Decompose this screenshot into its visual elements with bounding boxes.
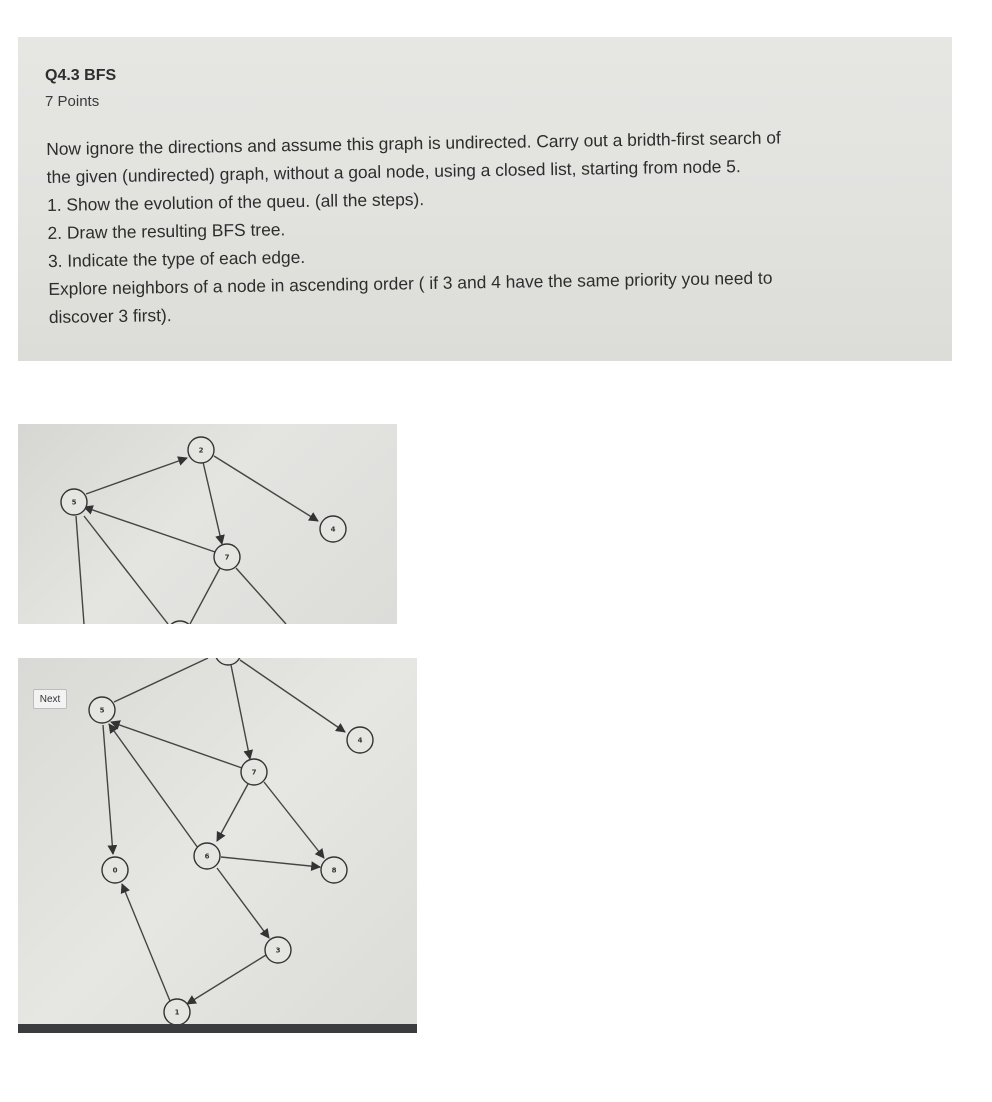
node-7	[214, 544, 240, 570]
node-5	[89, 697, 115, 723]
node-6	[194, 843, 220, 869]
edge-7-6	[217, 784, 248, 841]
node-4	[347, 727, 373, 753]
node-4	[320, 516, 346, 542]
question-line: discover 3 first).	[48, 305, 172, 327]
node-label: 7	[251, 768, 257, 777]
edge-2-7	[203, 462, 222, 544]
node-7	[241, 759, 267, 785]
edge-5-0	[76, 516, 84, 624]
node-label: 8	[331, 866, 337, 875]
question-line: 2. Draw the resulting BFS tree.	[47, 219, 286, 243]
node-label: 4	[330, 525, 336, 534]
question-title: Q4.3 BFS	[45, 67, 117, 84]
node-label: 1	[174, 1008, 180, 1017]
edge-2-4	[240, 660, 345, 732]
question-line: 3. Indicate the type of each edge.	[47, 246, 306, 271]
node-label: 2	[198, 446, 204, 455]
node-2-partial	[215, 658, 241, 665]
node-label: 4	[357, 736, 363, 745]
node-0	[102, 857, 128, 883]
node-2	[188, 437, 214, 463]
question-body	[46, 121, 919, 331]
edge-7-8	[236, 568, 286, 624]
node-1	[164, 999, 190, 1025]
edge-5-2	[86, 458, 187, 494]
node-label: 5	[71, 498, 77, 507]
node-8	[321, 857, 347, 883]
edge-6-5	[109, 724, 198, 848]
question-line: Explore neighbors of a node in ascending order ( if 3 and 4 have the same priority you need to	[48, 267, 773, 299]
node-label: 0	[112, 866, 118, 875]
node-label: 6	[204, 852, 210, 861]
question-line: the given (undirected) graph, without a goal node, using a closed list, starting from node 5.	[46, 156, 741, 187]
node-6-partial	[167, 621, 193, 624]
edge-7-8	[264, 782, 324, 858]
edge-7-6	[190, 568, 220, 624]
node-label: 7	[224, 553, 230, 562]
edge-1-0	[122, 884, 170, 1001]
question-panel	[18, 37, 952, 361]
node-5	[61, 489, 87, 515]
question-line: Now ignore the directions and assume this graph is undirected. Carry out a bridth-first search of	[46, 127, 781, 159]
node-3	[265, 937, 291, 963]
edge-7-5	[84, 507, 218, 553]
edge-2-7	[231, 665, 250, 759]
photo-bottom-bar	[18, 1024, 417, 1033]
edge-6-8	[221, 857, 320, 867]
question-line: 1. Show the evolution of the queu. (all the steps).	[46, 189, 425, 215]
graph-photo-top	[18, 424, 397, 624]
node-label: 3	[275, 946, 281, 955]
edge-3-1	[187, 955, 266, 1004]
graph-bottom-svg	[18, 658, 417, 1033]
edge-5-0	[103, 725, 113, 854]
edge-5-2	[114, 658, 208, 702]
node-label: 5	[99, 706, 105, 715]
edge-6-3	[217, 868, 269, 938]
question-points: 7 Points	[45, 93, 100, 110]
graph-photo-bottom	[18, 658, 417, 1033]
edge-2-4	[214, 456, 318, 521]
graph-top-svg	[18, 424, 397, 624]
next-button[interactable]: Next	[33, 689, 67, 709]
edge-7-5	[111, 722, 242, 768]
